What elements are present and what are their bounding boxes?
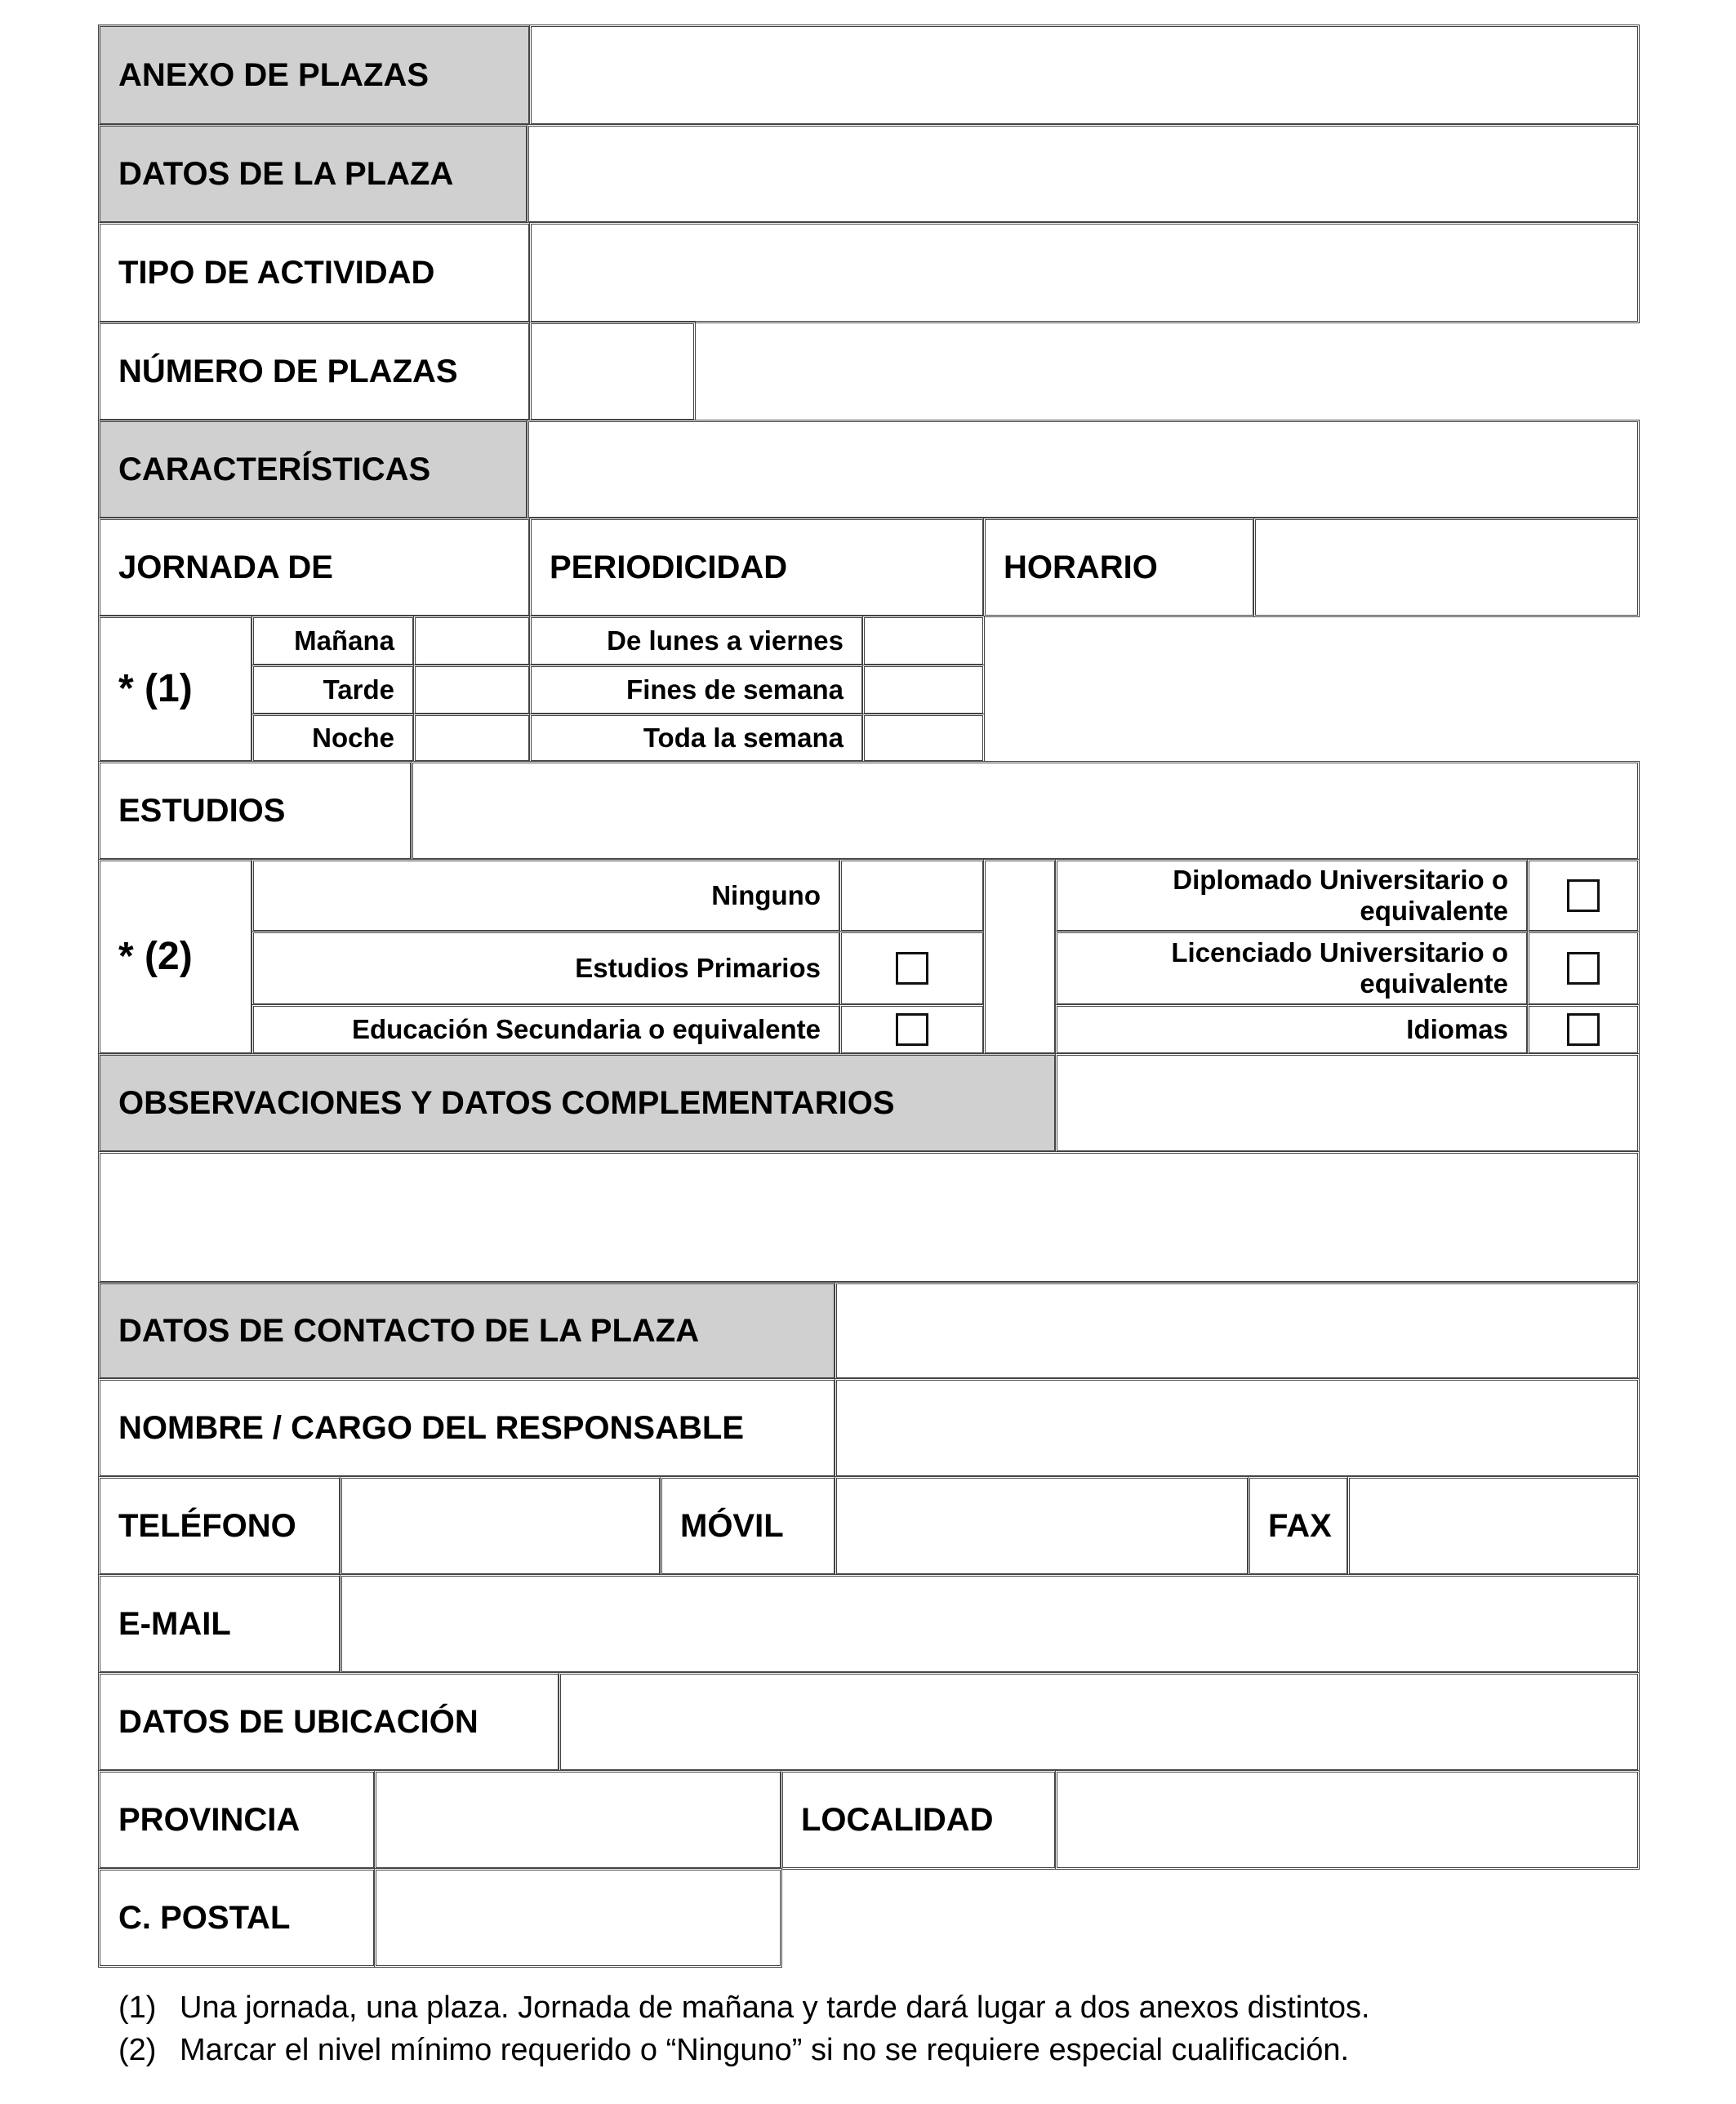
horario-label: HORARIO xyxy=(983,518,1255,617)
estudios-option-ninguno: Ninguno xyxy=(251,859,841,932)
footnote-2 xyxy=(118,2033,1349,2068)
estudios-secundaria-checkbox[interactable] xyxy=(839,1004,985,1055)
horario-field[interactable] xyxy=(1253,518,1640,617)
estudios-option-licenciado: Licenciado Universitario o equivalente xyxy=(1055,931,1529,1006)
checkbox-icon[interactable] xyxy=(896,1013,928,1046)
estudios-option-primarios: Estudios Primarios xyxy=(251,931,841,1006)
footnote-1-number: (1) xyxy=(118,1991,157,2025)
numero-plazas-label: NÚMERO DE PLAZAS xyxy=(98,322,531,421)
datos-plaza-field[interactable] xyxy=(527,124,1640,224)
provincia-label: PROVINCIA xyxy=(98,1770,376,1870)
jornada-header: JORNADA DE xyxy=(98,518,531,617)
provincia-field[interactable] xyxy=(374,1770,782,1870)
numero-plazas-field[interactable] xyxy=(529,322,696,421)
periodicidad-fines-semana-field[interactable] xyxy=(862,665,985,715)
estudios-primarios-checkbox[interactable] xyxy=(839,931,985,1006)
telefono-field[interactable] xyxy=(340,1476,661,1576)
periodicidad-option-toda-semana: Toda la semana xyxy=(529,714,864,763)
footnote-2-text: Marcar el nivel mínimo requerido o “Ninguno” si no se requiere especial cualificación. xyxy=(180,2033,1350,2067)
observaciones-label: OBSERVACIONES Y DATOS COMPLEMENTARIOS xyxy=(98,1053,1057,1153)
estudios-label: ESTUDIOS xyxy=(98,761,412,861)
anexo-field[interactable] xyxy=(529,24,1640,126)
estudios-idiomas-checkbox[interactable] xyxy=(1527,1004,1640,1055)
tipo-actividad-label: TIPO DE ACTIVIDAD xyxy=(98,222,531,323)
jornada-tarde-field[interactable] xyxy=(413,665,531,715)
estudios-option-secundaria: Educación Secundaria o equivalente xyxy=(251,1004,841,1055)
periodicidad-option-fines-semana: Fines de semana xyxy=(529,665,864,715)
periodicidad-lunes-viernes-field[interactable] xyxy=(862,616,985,666)
checkbox-icon[interactable] xyxy=(1567,952,1600,985)
observaciones-textarea[interactable] xyxy=(98,1151,1640,1283)
periodicidad-option-lunes-viernes: De lunes a viernes xyxy=(529,616,864,666)
jornada-manana-field[interactable] xyxy=(413,616,531,666)
datos-plaza-label: DATOS DE LA PLAZA xyxy=(98,124,528,224)
checkbox-icon[interactable] xyxy=(1567,1013,1600,1046)
caracteristicas-field xyxy=(527,420,1640,519)
contacto-label: DATOS DE CONTACTO DE LA PLAZA xyxy=(98,1282,836,1380)
estudios-ninguno-checkbox[interactable] xyxy=(839,859,985,932)
jornada-option-tarde: Tarde xyxy=(251,665,415,715)
observaciones-header-field xyxy=(1055,1053,1640,1153)
estudios-licenciado-checkbox[interactable] xyxy=(1527,931,1640,1006)
responsable-label: NOMBRE / CARGO DEL RESPONSABLE xyxy=(98,1378,836,1478)
postal-field[interactable] xyxy=(374,1868,782,1968)
jornada-option-manana: Mañana xyxy=(251,616,415,666)
footnote-1 xyxy=(118,1991,1370,2026)
ubicacion-label: DATOS DE UBICACIÓN xyxy=(98,1672,560,1772)
fax-field[interactable] xyxy=(1347,1476,1640,1576)
jornada-marker: * (1) xyxy=(98,616,253,763)
periodicidad-header: PERIODICIDAD xyxy=(529,518,985,617)
tipo-actividad-field[interactable] xyxy=(529,222,1640,323)
postal-label: C. POSTAL xyxy=(98,1868,376,1968)
fax-label: FAX xyxy=(1248,1476,1349,1576)
email-field[interactable] xyxy=(340,1574,1640,1674)
anexo-label: ANEXO DE PLAZAS xyxy=(98,24,531,126)
estudios-diplomado-checkbox[interactable] xyxy=(1527,859,1640,932)
caracteristicas-label: CARACTERÍSTICAS xyxy=(98,420,528,519)
jornada-option-noche: Noche xyxy=(251,714,415,763)
periodicidad-toda-semana-field[interactable] xyxy=(862,714,985,763)
footnote-2-number: (2) xyxy=(118,2033,157,2067)
estudios-field xyxy=(411,761,1640,861)
contacto-header-field xyxy=(835,1282,1640,1380)
movil-field[interactable] xyxy=(835,1476,1249,1576)
estudios-spacer xyxy=(983,859,1057,1055)
checkbox-icon[interactable] xyxy=(896,952,928,985)
telefono-label: TELÉFONO xyxy=(98,1476,341,1576)
checkbox-icon[interactable] xyxy=(1567,879,1600,912)
jornada-noche-field[interactable] xyxy=(413,714,531,763)
localidad-field[interactable] xyxy=(1055,1770,1640,1870)
estudios-option-idiomas: Idiomas xyxy=(1055,1004,1529,1055)
localidad-label: LOCALIDAD xyxy=(781,1770,1057,1870)
estudios-option-diplomado: Diplomado Universitario o equivalente xyxy=(1055,859,1529,932)
footnote-1-text: Una jornada, una plaza. Jornada de mañana y tarde dará lugar a dos anexos distintos. xyxy=(180,1991,1370,2025)
movil-label: MÓVIL xyxy=(660,1476,836,1576)
responsable-field[interactable] xyxy=(835,1378,1640,1478)
estudios-marker: * (2) xyxy=(98,859,253,1055)
ubicacion-field[interactable] xyxy=(559,1672,1640,1772)
email-label: E-MAIL xyxy=(98,1574,341,1674)
